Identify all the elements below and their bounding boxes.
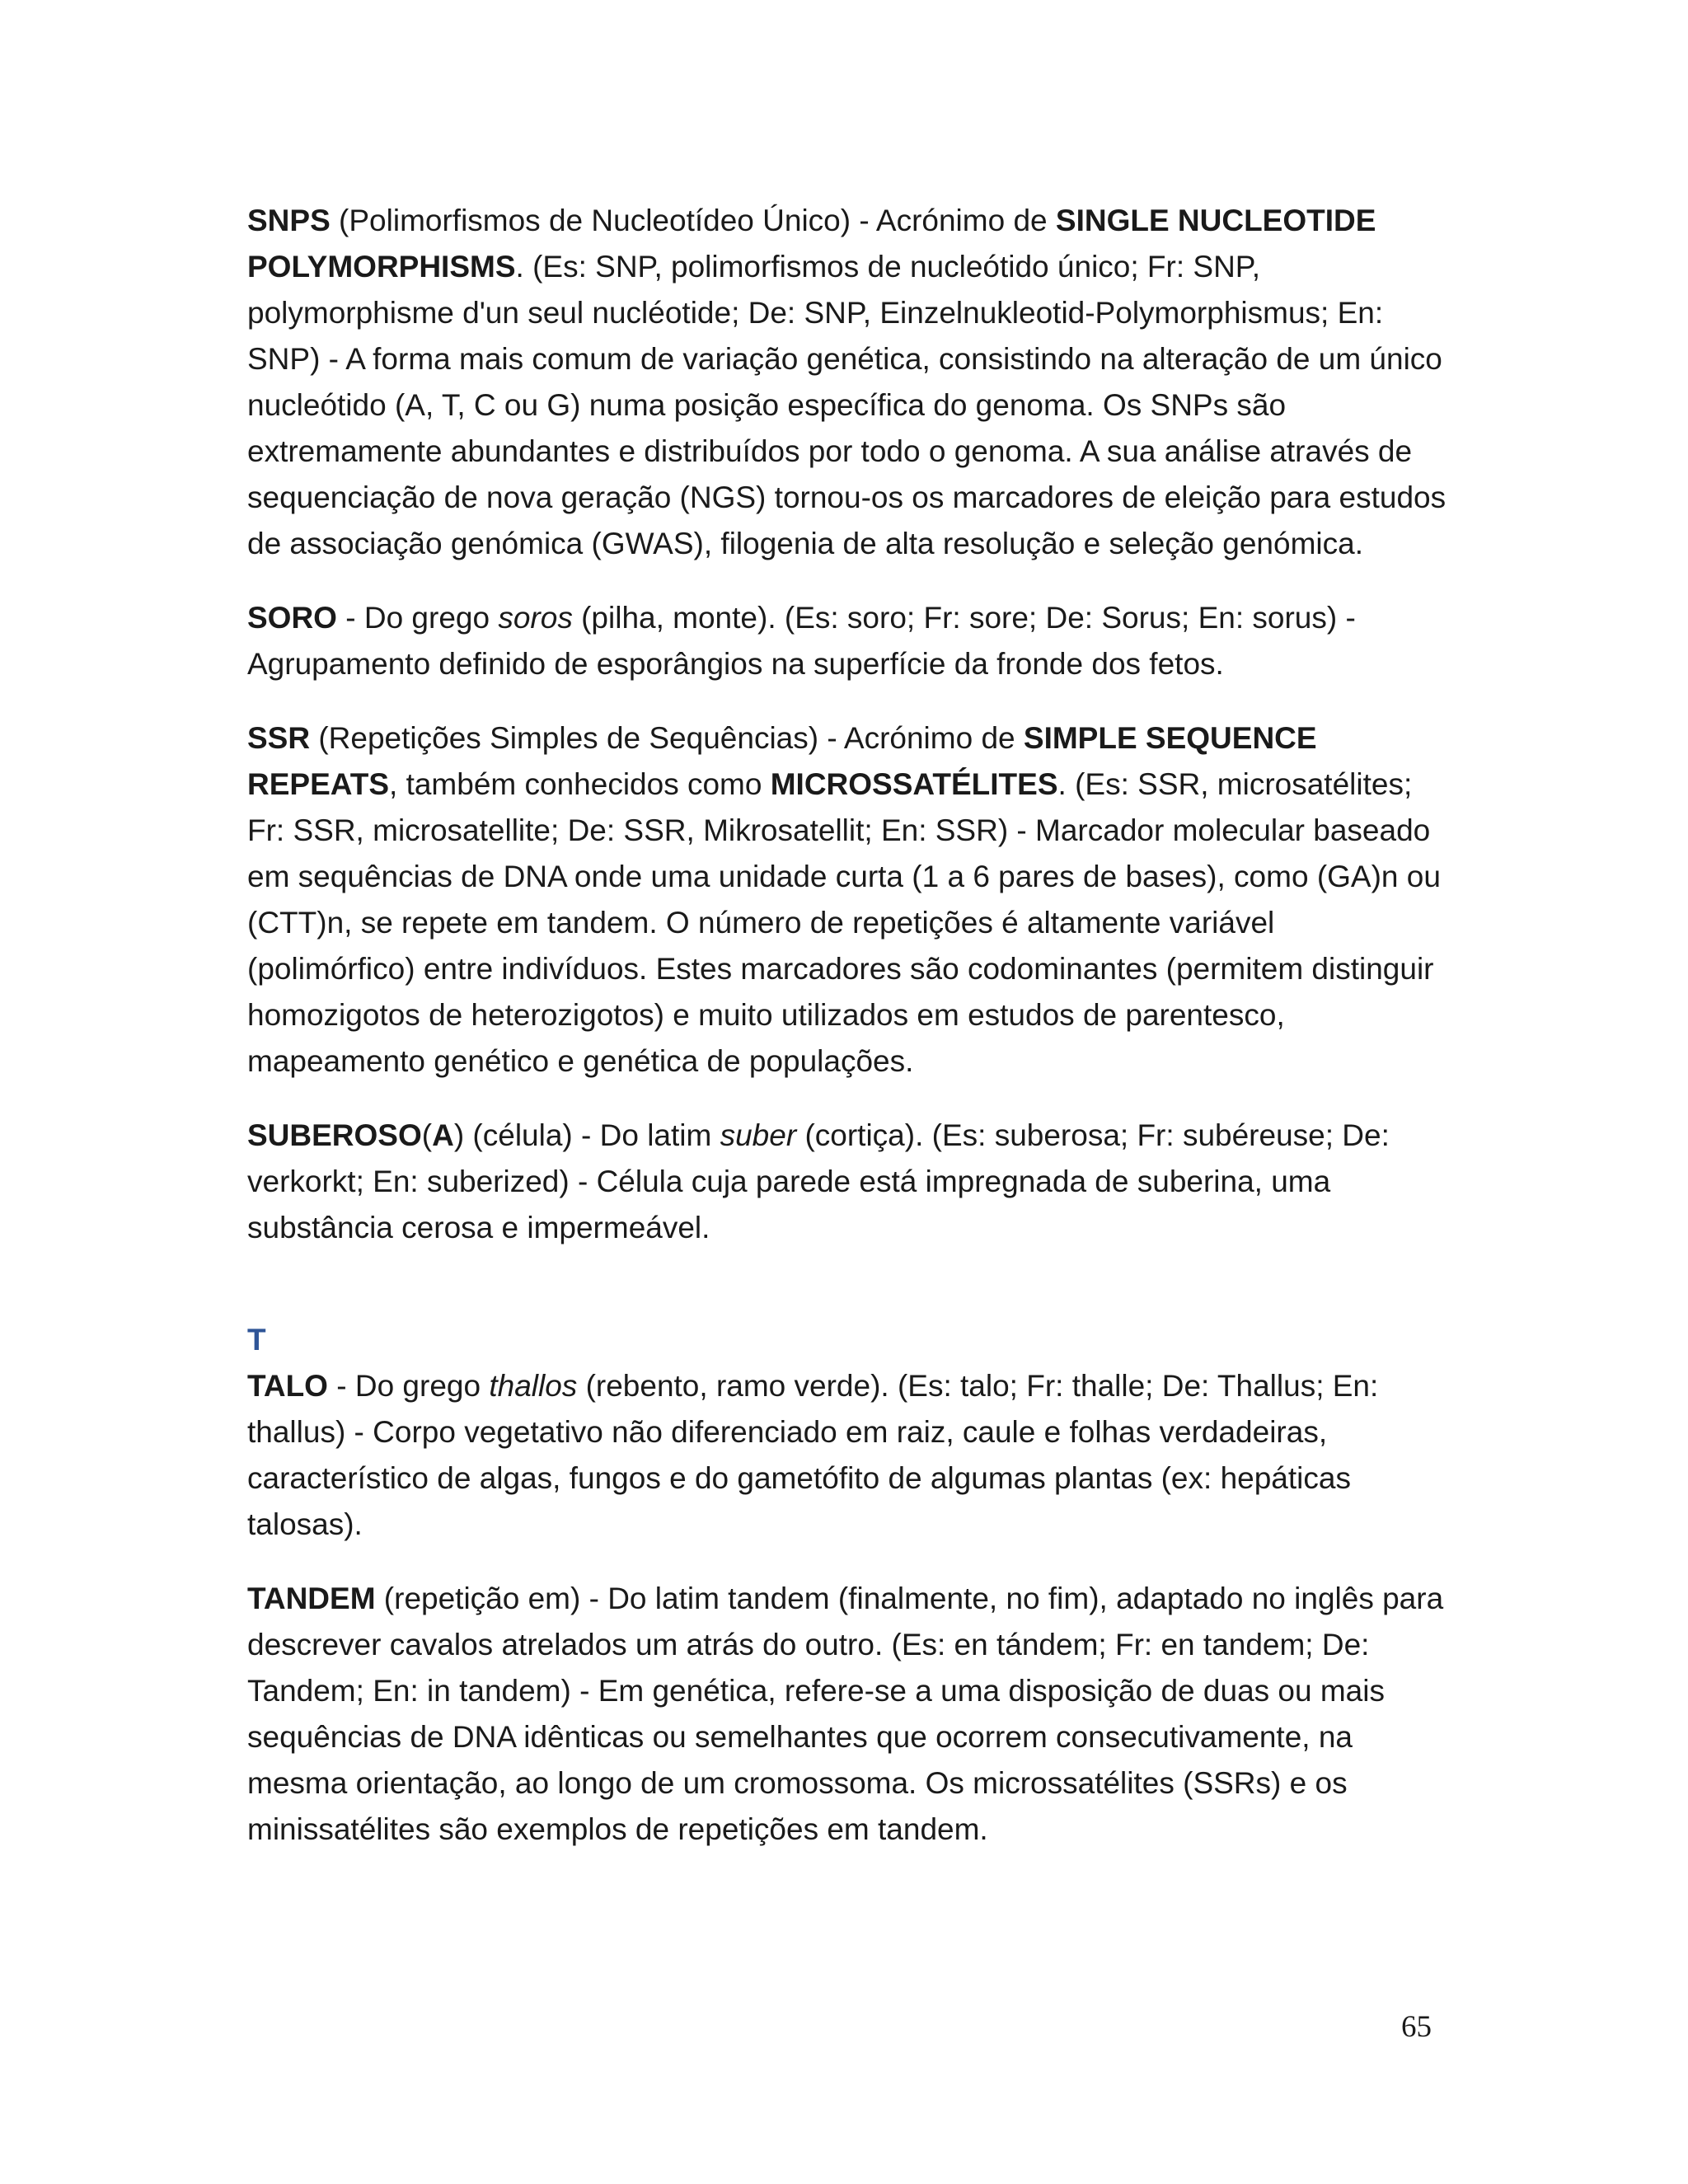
entry-text: (pilha, monte). (Es: soro; Fr: sore; De: Sorus; En: sorus) - Agrupamento definido de esporângios na superfície da fronde dos fetos. bbox=[247, 601, 1356, 681]
entry-etymon: soros bbox=[498, 601, 573, 635]
entry-text: - Do grego bbox=[327, 1369, 490, 1403]
entry-text: (rebento, ramo verde). (Es: talo; Fr: thalle; De: Thallus; En: thallus) - Corpo vegetativo não diferenciado em raiz, caule e folhas verdadeiras, característico de algas, fungos e do gametófito de algumas plantas (ex: hepáticas talosas). bbox=[247, 1369, 1379, 1541]
glossary-content bbox=[247, 198, 1451, 1881]
entry-etymon: suber bbox=[720, 1118, 797, 1152]
entry-term: TANDEM bbox=[247, 1582, 376, 1615]
entry-text: - Do grego bbox=[336, 601, 499, 635]
entry-text: ) (célula) - Do latim bbox=[453, 1118, 720, 1152]
entry-text: (repetição em) - Do latim tandem (finalmente, no fim), adaptado no inglês para descrever cavalos atrelados um atrás do outro. (Es: en tándem; Fr: en tandem; De: Tandem; En: in tandem) - Em genética, refere-se a uma disposição de duas ou mais sequências de DNA idênticas ou semelhantes que ocorrem consecutivamente, na mesma orientação, ao longo de um cromossoma. Os microssatélites (SSRs) e os minissatélites são exemplos de repetições em tandem. bbox=[247, 1582, 1444, 1846]
entry-etymon: thallos bbox=[489, 1369, 578, 1403]
glossary-entry-suberoso bbox=[247, 1113, 1451, 1251]
entry-term: SNPS bbox=[247, 204, 331, 237]
entry-text: (Repetições Simples de Sequências) - Acrónimo de bbox=[310, 721, 1024, 755]
entry-term-expansion: SIMPLE SEQUENCE REPEATS bbox=[247, 721, 1317, 801]
glossary-entry-soro bbox=[247, 595, 1451, 687]
entry-term: SORO bbox=[247, 601, 337, 635]
entry-term-synonym: MICROSSATÉLITES bbox=[770, 767, 1058, 801]
entry-term-expansion: SINGLE NUCLEOTIDE POLYMORPHISMS bbox=[247, 204, 1376, 284]
glossary-entry-snps bbox=[247, 198, 1451, 567]
page-number: 65 bbox=[1401, 2010, 1432, 2044]
entry-text: . (Es: SSR, microsatélites; Fr: SSR, microsatellite; De: SSR, Mikrosatellit; En: SSR) - Marcador molecular baseado em sequências de DNA onde uma unidade curta (1 a 6 pares de bases), como (GA)n ou (CTT)n, se repete em tandem. O número de repetições é altamente variável (polimórfico) entre indivíduos. Estes marcadores são codominantes (permitem distinguir homozigotos de heterozigotos) e muito utilizados em estudos de parentesco, mapeamento genético e genética de populações. bbox=[247, 767, 1441, 1078]
entry-term: TALO bbox=[247, 1369, 328, 1403]
section-letter-heading: T bbox=[247, 1323, 266, 1357]
entry-text: , também conhecidos como bbox=[389, 767, 771, 801]
entry-text: (Polimorfismos de Nucleotídeo Único) - Acrónimo de bbox=[330, 204, 1056, 237]
entry-text: ( bbox=[421, 1118, 433, 1152]
entry-term: SUBEROSO bbox=[247, 1118, 422, 1152]
entry-term-suffix: A bbox=[432, 1118, 454, 1152]
entry-text: (cortiça). (Es: suberosa; Fr: subéreuse; De: verkorkt; En: suberized) - Célula cuja parede está impregnada de suberina, uma substância cerosa e impermeável. bbox=[247, 1118, 1390, 1244]
entry-term: SSR bbox=[247, 721, 311, 755]
glossary-entry-ssr bbox=[247, 715, 1451, 1085]
glossary-entry-tandem bbox=[247, 1576, 1451, 1853]
glossary-entry-talo bbox=[247, 1363, 1451, 1548]
entry-text: . (Es: SNP, polimorfismos de nucleótido único; Fr: SNP, polymorphisme d'un seul nucléotide; De: SNP, Einzelnukleotid-Polymorphismus; En: SNP) - A forma mais comum de variação genética, consistindo na alteração de um único nucleótido (A, T, C ou G) numa posição específica do genoma. Os SNPs são extremamente abundantes e distribuídos por todo o genoma. A sua análise através de sequenciação de nova geração (NGS) tornou-os os marcadores de eleição para estudos de associação genómica (GWAS), filogenia de alta resolução e seleção genómica. bbox=[247, 250, 1447, 560]
